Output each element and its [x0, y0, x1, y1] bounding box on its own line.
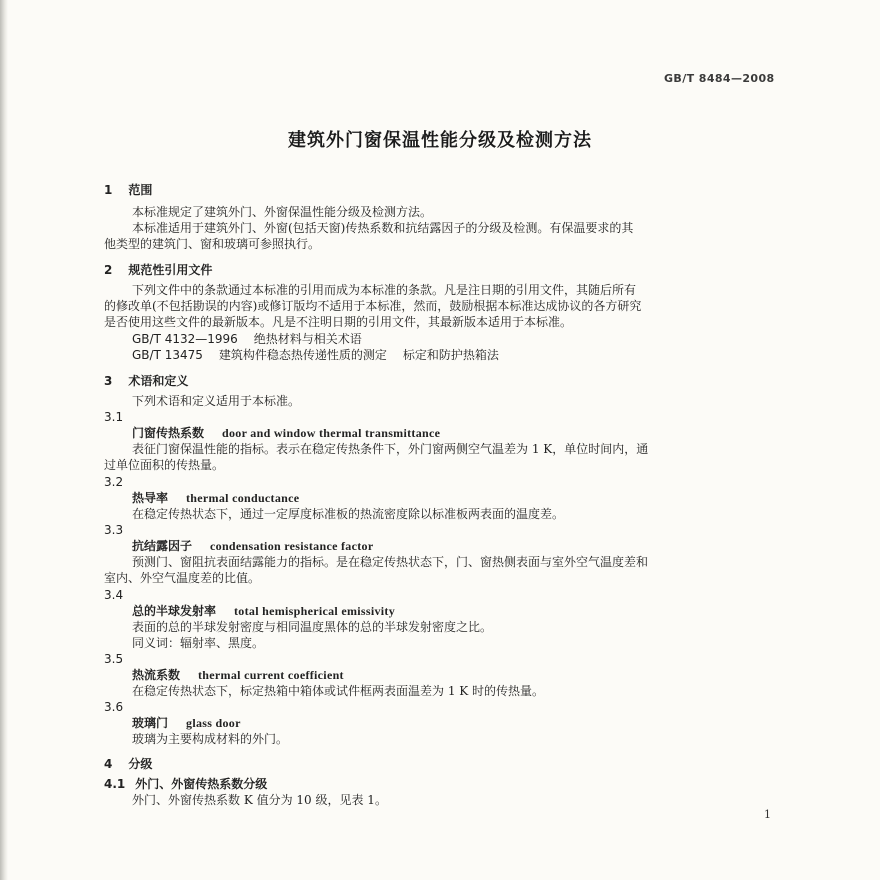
section-title: 术语和定义 [128, 374, 189, 388]
section-3-heading [104, 373, 188, 389]
term-english: thermal conductance [186, 491, 300, 505]
section-4-heading [104, 756, 152, 772]
section-title: 分级 [128, 757, 153, 771]
clause-number: 3.3 [104, 523, 124, 537]
term-chinese: 门窗传热系数 [132, 426, 205, 440]
subsection-number: 4.1 [104, 777, 126, 791]
subsection-title: 外门、外窗传热系数分级 [135, 777, 268, 791]
clause-number: 3.5 [104, 652, 124, 666]
term-heading [132, 538, 373, 554]
paragraph: 他类型的建筑门、窗和玻璃可参照执行。 [104, 237, 321, 251]
term-chinese: 热导率 [132, 491, 169, 505]
reference-title: 绝热材料与相关术语 [253, 332, 362, 346]
reference-title: 建筑构件稳态热传递性质的测定 [218, 348, 387, 362]
definition: 玻璃为主要构成材料的外门。 [132, 732, 289, 746]
definition: 过单位面积的传热量。 [104, 458, 225, 472]
term-english: door and window thermal transmittance [222, 426, 441, 440]
clause-number: 3.4 [104, 588, 124, 602]
paragraph: 的修改单(不包括勘误的内容)或修订版均不适用于本标准，然而，鼓励根据本标准达成协议的各方研究 [104, 299, 642, 313]
section-title: 规范性引用文件 [128, 263, 213, 277]
reference-title: 标定和防护热箱法 [402, 348, 499, 362]
paragraph: 下列文件中的条款通过本标准的引用而成为本标准的条款。凡是注日期的引用文件，其随后所有 [132, 283, 637, 297]
normative-reference [132, 347, 499, 363]
term-heading [132, 603, 395, 619]
definition: 室内、外空气温度差的比值。 [104, 571, 261, 585]
term-english: glass door [186, 716, 241, 730]
normative-reference [132, 331, 362, 347]
clause-number: 3.1 [104, 410, 124, 424]
section-number: 2 [104, 263, 113, 277]
term-chinese: 总的半球发射率 [132, 604, 217, 618]
term-english: condensation resistance factor [210, 539, 374, 553]
definition: 预测门、窗阻抗表面结露能力的指标。是在稳定传热状态下，门、窗热侧表面与室外空气温度差和 [132, 555, 649, 569]
definition: 表面的总的半球发射密度与相同温度黑体的总的半球发射密度之比。 [132, 620, 493, 634]
definition: 同义词：辐射率、黑度。 [132, 636, 265, 650]
paragraph: 是否使用这些文件的最新版本。凡是不注明日期的引用文件，其最新版本适用于本标准。 [104, 315, 573, 329]
term-heading [132, 667, 344, 683]
term-chinese: 抗结露因子 [132, 539, 193, 553]
paragraph: 下列术语和定义适用于本标准。 [132, 394, 301, 408]
definition: 在稳定传热状态下，标定热箱中箱体或试件框两表面温差为 1 K 时的传热量。 [132, 684, 545, 698]
standard-code: GB/T 8484—2008 [664, 72, 775, 85]
term-english: total hemispherical emissivity [234, 604, 395, 618]
section-1-heading [104, 182, 152, 198]
term-heading [132, 715, 241, 731]
page-number: 1 [764, 808, 771, 821]
paragraph: 本标准适用于建筑外门、外窗(包括天窗)传热系数和抗结露因子的分级及检测。有保温要求的其 [132, 221, 634, 235]
term-english: thermal current coefficient [198, 668, 344, 682]
reference-code: GB/T 13475 [132, 348, 203, 362]
clause-number: 3.2 [104, 475, 124, 489]
term-heading [132, 425, 440, 441]
paragraph: 外门、外窗传热系数 K 值分为 10 级，见表 1。 [132, 793, 387, 807]
section-number: 3 [104, 374, 113, 388]
subsection-4-1-heading [104, 776, 267, 792]
clause-number: 3.6 [104, 700, 124, 714]
definition: 在稳定传热状态下，通过一定厚度标准板的热流密度除以标准板两表面的温度差。 [132, 507, 565, 521]
document-title: 建筑外门窗保温性能分级及检测方法 [288, 130, 592, 151]
section-2-heading [104, 262, 212, 278]
term-heading [132, 490, 299, 506]
term-chinese: 玻璃门 [132, 716, 169, 730]
definition: 表征门窗保温性能的指标。表示在稳定传热条件下，外门窗两侧空气温差为 1 K，单位时间内，通 [132, 442, 649, 456]
term-chinese: 热流系数 [132, 668, 181, 682]
paragraph: 本标准规定了建筑外门、外窗保温性能分级及检测方法。 [132, 205, 433, 219]
section-number: 4 [104, 757, 113, 771]
section-title: 范围 [128, 183, 153, 197]
reference-code: GB/T 4132—1996 [132, 332, 238, 346]
section-number: 1 [104, 183, 113, 197]
